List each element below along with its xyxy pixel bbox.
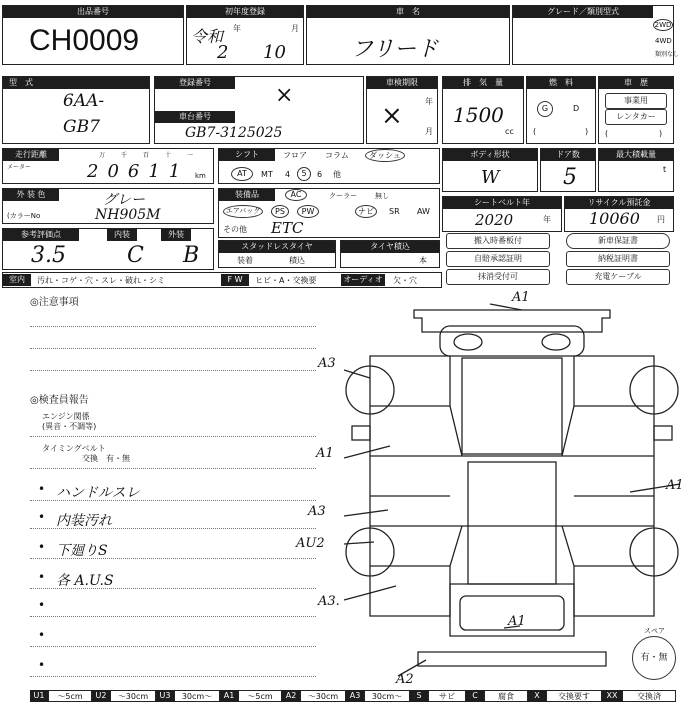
legend-u2-val: ～30cm	[110, 690, 156, 702]
notes-line-2	[30, 348, 316, 349]
recycle-unit: 円	[657, 215, 665, 224]
audio-label: オーディオ	[341, 274, 385, 286]
option-2wd: 2WD	[654, 21, 672, 29]
inspection-label: 車検期限	[367, 77, 437, 89]
body-type-value: W	[481, 167, 500, 188]
note-3: 下廻りS	[56, 543, 108, 559]
mark-a2-rear: A2	[396, 672, 414, 687]
equipment-aw: AW	[417, 207, 430, 216]
displacement-value: 1500	[453, 103, 504, 127]
history-business: 事業用	[605, 93, 667, 109]
equipment-navi: ナビ	[355, 205, 377, 218]
studless-box	[218, 240, 336, 268]
load-label: 最大積載量	[599, 149, 673, 161]
hood	[440, 326, 584, 356]
bullet-5: •	[38, 598, 46, 612]
timing-label: タイミングベルト	[42, 444, 106, 453]
model-value-2: GB7	[63, 117, 100, 137]
mileage-unit-10000: 万	[99, 152, 106, 159]
shift-6: 6	[317, 170, 323, 179]
shift-5: 5	[297, 167, 311, 181]
mark-a1-rear: A1	[508, 614, 526, 629]
history-rental: レンタカー	[605, 109, 667, 125]
equipment-box	[218, 188, 440, 238]
era-value: 令和	[191, 27, 224, 46]
equipment-other-label: その他	[223, 225, 247, 234]
equipment-other-value: ETC	[271, 219, 304, 237]
history-box	[598, 76, 674, 144]
inspector-line-4	[30, 528, 316, 529]
score-box	[2, 228, 214, 270]
condition-row	[2, 272, 442, 288]
history-label: 車 歴	[599, 77, 673, 89]
studless-label: スタッドレスタイヤ	[219, 241, 335, 253]
mark-a3-left: A3	[318, 356, 336, 371]
equipment-none: 無し	[375, 192, 389, 200]
fuel-paren-open: (	[533, 127, 537, 136]
legend-xx-key: XX	[602, 690, 622, 702]
timing-swap: 交換 有・無	[82, 454, 130, 463]
body-type-box	[442, 148, 538, 192]
first-reg-year: 2	[217, 42, 229, 63]
mark-a1-left: A1	[316, 446, 334, 461]
mark-a1-top: A1	[512, 290, 530, 305]
car-name-box	[306, 5, 510, 65]
displacement-unit: cc	[505, 127, 514, 136]
inspector-line-1	[30, 436, 316, 437]
registration-number-label: 登録番号	[155, 77, 235, 89]
windshield	[462, 358, 562, 454]
exterior-value: B	[183, 243, 200, 268]
first-reg-month: 10	[263, 42, 286, 63]
engine-sub: (異音・不調等)	[42, 422, 97, 431]
car-damage-diagram	[330, 296, 692, 688]
lot-number-value: CH0009	[29, 24, 140, 57]
model-box	[2, 76, 150, 144]
fuel-d: D	[573, 104, 580, 113]
lot-number-box	[2, 5, 184, 65]
body-outline	[370, 356, 654, 616]
notes-heading: ◎注意事項	[30, 297, 79, 308]
registration-number-mark: ×	[275, 83, 294, 108]
shift-dash: ダッシュ	[365, 149, 405, 162]
fuel-paren-close: )	[585, 127, 589, 136]
grade-box	[512, 5, 680, 65]
car-name-value: フリード	[351, 37, 439, 62]
button-new-car-warranty: 新車保証書	[566, 233, 670, 249]
doors-value: 5	[563, 165, 577, 190]
legend-a1-val: ～5cm	[238, 690, 282, 702]
legend-a3-key: A3	[346, 690, 364, 702]
legend-c-key: C	[466, 690, 484, 702]
displacement-label: 排 気 量	[443, 77, 523, 89]
mileage-meter-label: メーター	[7, 164, 32, 171]
interior-value: C	[127, 243, 144, 268]
month-unit: 月	[291, 24, 299, 33]
mirror-left	[352, 426, 370, 440]
model-value-1: 6AA-	[63, 91, 105, 111]
fuel-g: G	[537, 101, 553, 117]
seatbelt-label: シートベルト年	[443, 197, 561, 209]
color-label: 外 装 色	[3, 189, 59, 201]
equipment-label: 装備品	[219, 189, 275, 201]
audio-row-text: 欠・穴	[393, 276, 417, 285]
tire-box	[340, 240, 440, 268]
model-label: 型 式	[3, 77, 149, 89]
seatbelt-value: 2020	[475, 211, 514, 229]
interior-row-label: 室内	[3, 274, 31, 286]
spare-circle: 有・無	[632, 636, 676, 680]
shift-box	[218, 148, 440, 184]
legend-u3-val: 30cm～	[174, 690, 220, 702]
equipment-ps: PS	[271, 205, 289, 218]
recycle-label: リサイクル預託金	[565, 197, 673, 209]
tire-label: タイヤ積込	[341, 241, 439, 253]
load-unit: t	[663, 165, 667, 174]
displacement-box	[442, 76, 524, 144]
equipment-pw: PW	[297, 205, 319, 218]
tire-unit: 本	[419, 256, 427, 265]
body-type-label: ボディ形状	[443, 149, 537, 161]
bullet-1: •	[38, 482, 46, 496]
inspector-line-8	[30, 646, 316, 647]
mark-au2: AU2	[296, 536, 325, 551]
equipment-sr: SR	[389, 207, 400, 216]
color-code-label: (カラーNo	[7, 212, 41, 220]
notes-line-3	[30, 370, 316, 371]
option-4wd: 4WD	[655, 37, 672, 45]
legend-a2-val: ～30cm	[300, 690, 346, 702]
equipment-cooler: クーラー	[329, 192, 357, 200]
legend-u1-val: ～5cm	[48, 690, 92, 702]
note-4: 各 A.U.S	[56, 573, 114, 589]
button-insurance-cert: 自賠承認証明	[446, 251, 550, 267]
mileage-unit-100: 百	[143, 152, 150, 159]
studless-fitted: 装着	[237, 256, 253, 265]
history-paren-open: (	[605, 129, 609, 138]
mark-a1-right: A1	[666, 478, 684, 493]
inspector-line-9	[30, 676, 316, 677]
button-plate-on-delivery: 搬入時番板付	[446, 233, 550, 249]
seatbelt-unit: 年	[543, 215, 551, 224]
color-box	[2, 188, 214, 224]
mark-a3-left-2: A3	[308, 504, 326, 519]
legend-a2-key: A2	[282, 690, 300, 702]
legend-a3-val: 30cm～	[364, 690, 410, 702]
legend-s-key: S	[410, 690, 428, 702]
car-name-label: 車 名	[307, 6, 509, 18]
bullet-3: •	[38, 540, 46, 554]
shift-other: 他	[333, 170, 341, 179]
first-registration-box	[186, 5, 304, 65]
notes-line-1	[30, 326, 316, 327]
recycle-box	[564, 196, 674, 232]
year-unit: 年	[233, 24, 241, 33]
legend-x-key: X	[528, 690, 546, 702]
bullet-2: •	[38, 510, 46, 524]
color-code: NH905M	[95, 207, 161, 223]
doors-box	[540, 148, 596, 192]
registration-box	[154, 76, 364, 144]
shift-at: AT	[231, 167, 253, 181]
color-value: グレー	[103, 192, 145, 208]
doors-label: ドア数	[541, 149, 595, 161]
first-registration-label: 初年度登録	[187, 6, 303, 18]
inspection-box	[366, 76, 438, 144]
inspector-line-6	[30, 588, 316, 589]
shift-column: コラム	[325, 151, 349, 160]
legend-x-val: 交換要す	[546, 690, 602, 702]
button-tax-cert: 納税証明書	[566, 251, 670, 267]
spare-label: スペア	[644, 627, 665, 635]
legend-u1-key: U1	[30, 690, 48, 702]
legend-u3-key: U3	[156, 690, 174, 702]
button-deregistration: 抹消受付可	[446, 269, 550, 285]
note-1: ハンドルスレ	[56, 485, 140, 501]
inspector-heading: ◎検査員報告	[30, 395, 89, 406]
rear-bumper	[418, 652, 606, 666]
shift-floor: フロア	[283, 151, 307, 160]
engine-label: エンジン関係	[42, 412, 90, 421]
shift-4: 4	[285, 170, 291, 179]
inspection-mark: ×	[381, 101, 403, 131]
equipment-airbag: エアバッグ	[223, 205, 263, 218]
legend-xx-val: 交換済	[622, 690, 676, 702]
chassis-value: GB7-3125025	[185, 125, 283, 141]
mileage-unit-1000: 千	[121, 152, 128, 159]
hood-emblem-2	[542, 334, 570, 350]
fw-row-text: ヒビ・A・交換要	[255, 276, 317, 285]
studless-loaded: 積込	[289, 256, 305, 265]
hood-emblem	[454, 334, 482, 350]
equipment-ac: AC	[285, 189, 307, 201]
fuel-label: 燃 料	[527, 77, 595, 89]
shift-mt: MT	[261, 170, 273, 179]
mileage-unit-1: 一	[187, 152, 194, 159]
inspector-line-3	[30, 500, 316, 501]
load-box	[598, 148, 674, 192]
legend-a1-key: A1	[220, 690, 238, 702]
mileage-label: 走行距離	[3, 149, 59, 161]
fuel-box	[526, 76, 596, 144]
note-2: 内装汚れ	[56, 513, 112, 529]
inspection-year-unit: 年	[425, 97, 433, 106]
legend-u2-key: U2	[92, 690, 110, 702]
inspector-line-2	[30, 468, 316, 469]
bullet-6: •	[38, 628, 46, 642]
grade-label: グレード／類別型式	[513, 6, 653, 18]
button-charging-cable: 充電ケーブル	[566, 269, 670, 285]
mileage-unit: km	[195, 172, 206, 180]
mark-a3-bottom: A3.	[318, 594, 340, 609]
bullet-7: •	[38, 658, 46, 672]
score-value: 3.5	[31, 243, 66, 268]
interior-label: 内装	[107, 229, 137, 241]
lot-number-label: 出品番号	[3, 6, 183, 18]
bullet-4: •	[38, 570, 46, 584]
inspector-line-5	[30, 558, 316, 559]
mirror-right	[654, 426, 672, 440]
seatbelt-box	[442, 196, 562, 232]
history-paren-close: )	[659, 129, 663, 138]
legend-s-val: サビ	[428, 690, 466, 702]
exterior-label: 外装	[161, 229, 191, 241]
option-none: 類別なし	[655, 51, 680, 58]
score-label: 参考評価点	[3, 229, 79, 241]
roof	[468, 462, 556, 584]
fw-label: F W	[221, 274, 249, 286]
mileage-unit-10: 十	[165, 152, 172, 159]
shift-label: シフト	[219, 149, 275, 161]
interior-row-text: 汚れ・コゲ・穴・スレ・破れ・シミ	[37, 276, 165, 285]
legend-c-val: 腐食	[484, 690, 528, 702]
inspection-month-unit: 月	[425, 127, 433, 136]
recycle-value: 10060	[589, 209, 640, 228]
mileage-box	[2, 148, 214, 184]
mileage-value: 20611	[87, 161, 190, 182]
chassis-label: 車台番号	[155, 111, 235, 123]
inspector-line-7	[30, 616, 316, 617]
